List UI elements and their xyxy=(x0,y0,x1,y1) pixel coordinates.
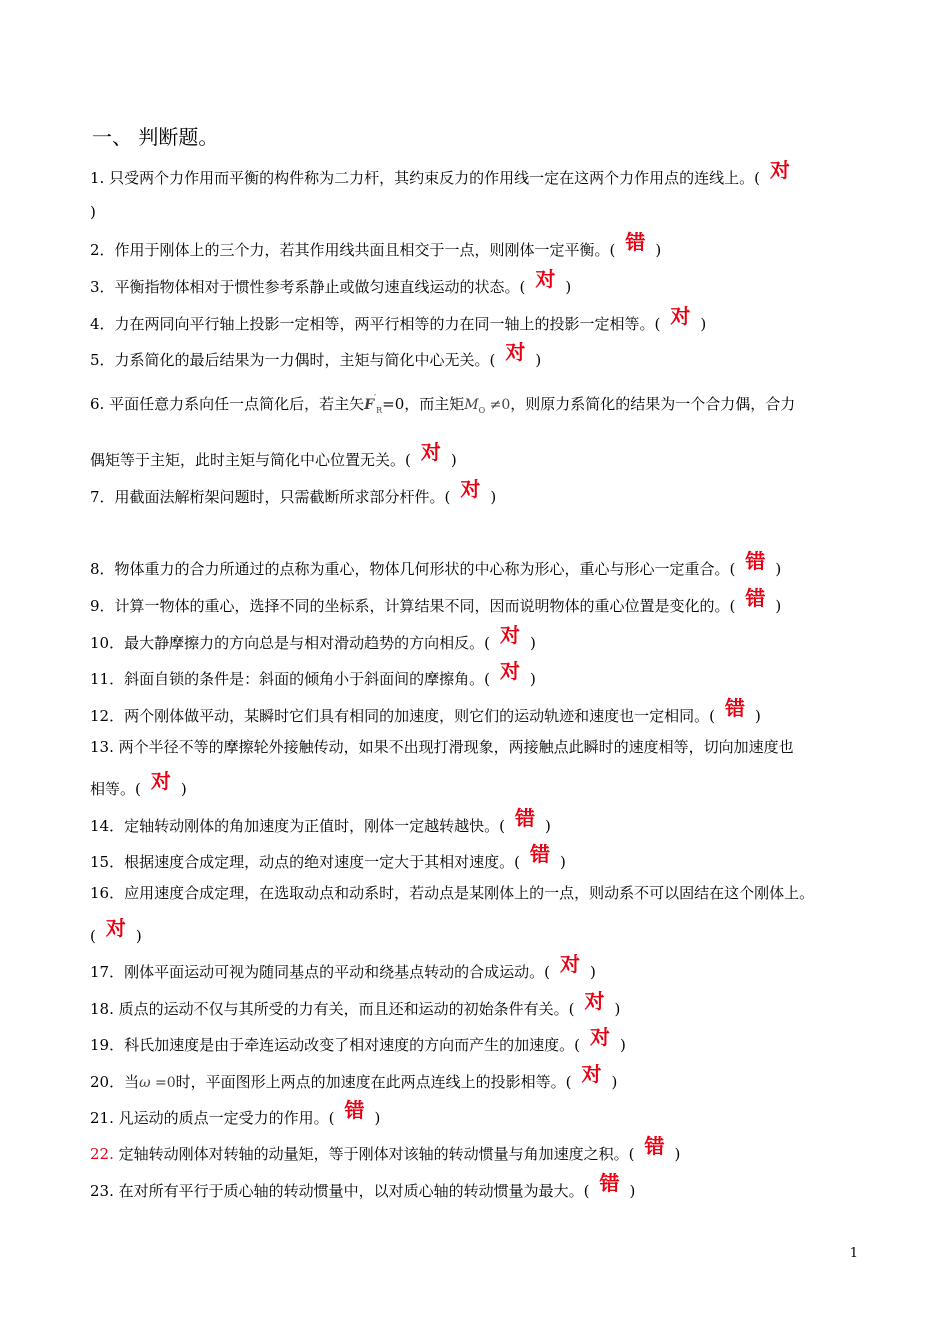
close-paren: ) xyxy=(490,488,497,506)
close-paren: ) xyxy=(559,853,566,871)
math-sub-O: O xyxy=(478,406,486,415)
close-paren: ) xyxy=(775,597,782,615)
question-text: =0，而主矩 xyxy=(382,395,465,413)
math-eq-zero: =0 xyxy=(154,1075,176,1091)
question-text: 1. 只受两个力作用而平衡的构件称为二力杆，其约束反力的作用线一定在这两个力作用点的连线上。( xyxy=(90,169,760,187)
answer-mark: 对 xyxy=(105,916,126,940)
question-15 xyxy=(90,842,566,874)
answer-mark: 错 xyxy=(745,586,766,610)
close-paren: ) xyxy=(700,315,707,333)
question-number: 22. xyxy=(90,1145,114,1163)
question-6 xyxy=(90,392,795,419)
question-23 xyxy=(90,1171,636,1203)
answer-mark: 错 xyxy=(625,230,646,254)
answer-mark: 对 xyxy=(499,659,520,683)
math-prime: ′ xyxy=(374,394,377,404)
open-paren: ( xyxy=(90,927,96,945)
close-paren: ) xyxy=(529,634,536,652)
question-11 xyxy=(90,659,536,691)
close-paren: ) xyxy=(535,351,542,369)
question-22 xyxy=(90,1134,681,1166)
question-text: 3．平衡指物体相对于惯性参考系静止或做匀速直线运动的状态。( xyxy=(90,278,526,296)
math-neq-zero: ≠0 xyxy=(489,397,511,413)
question-9 xyxy=(90,586,782,618)
answer-mark: 对 xyxy=(150,769,171,793)
question-text: 时，平面图形上两点的加速度在此两点连线上的投影相等。( xyxy=(175,1073,572,1091)
answer-mark: 对 xyxy=(499,623,520,647)
question-text: 20．当 xyxy=(90,1073,140,1091)
question-8 xyxy=(90,549,782,581)
close-paren: ) xyxy=(565,278,572,296)
answer-mark: 对 xyxy=(581,1062,602,1086)
answer-mark: 错 xyxy=(599,1171,620,1195)
answer-mark: 对 xyxy=(670,304,691,328)
answer-mark: 对 xyxy=(584,989,605,1013)
question-4 xyxy=(90,304,707,336)
question-text: 12．两个刚体做平动，某瞬时它们具有相同的加速度，则它们的运动轨迹和速度也一定相同。( xyxy=(90,707,715,725)
answer-mark: 错 xyxy=(514,806,535,830)
answer-mark: 对 xyxy=(535,267,556,291)
question-16: 16．应用速度合成定理，在选取动点和动系时，若动点是某刚体上的一点，则动系不可以固结在这个刚体上。 xyxy=(90,884,815,902)
question-18 xyxy=(90,989,621,1021)
answer-mark: 对 xyxy=(420,440,441,464)
question-text: 23. 在对所有平行于质心轴的转动惯量中，以对质心轴的转动惯量为最大。( xyxy=(90,1182,590,1200)
question-text: 偶矩等于主矩，此时主矩与简化中心位置无关。( xyxy=(90,451,411,469)
close-paren: ) xyxy=(544,817,551,835)
close-paren: ) xyxy=(674,1145,681,1163)
page-number: 1 xyxy=(849,1246,858,1261)
question-16-cont xyxy=(90,916,142,948)
close-paren: ) xyxy=(135,927,142,945)
question-text: 18. 质点的运动不仅与其所受的力有关，而且还和运动的初始条件有关。( xyxy=(90,1000,575,1018)
question-13: 13. 两个半径不等的摩擦轮外接触传动，如果不出现打滑现象，两接触点此瞬时的速度相等，切向加速度也 xyxy=(90,738,794,756)
answer-mark: 错 xyxy=(644,1134,665,1158)
question-text: ，则原力系简化的结果为一个合力偶，合力 xyxy=(510,395,796,413)
close-paren: ) xyxy=(775,560,782,578)
question-17 xyxy=(90,952,596,984)
question-6-cont xyxy=(90,440,457,472)
answer-mark: 对 xyxy=(505,340,526,364)
answer-mark: 对 xyxy=(769,158,790,182)
section-heading: 一、 判断题。 xyxy=(92,125,219,149)
question-text: 2．作用于刚体上的三个力，若其作用线共面且相交于一点，则刚体一定平衡。( xyxy=(90,241,616,259)
question-text: 14．定轴转动刚体的角加速度为正值时，刚体一定越转越快。( xyxy=(90,817,505,835)
question-text: 5．力系简化的最后结果为一力偶时，主矩与简化中心无关。( xyxy=(90,351,496,369)
close-paren: ) xyxy=(754,707,761,725)
math-sub-R: R xyxy=(376,406,383,415)
question-text: 相等。( xyxy=(90,780,141,798)
answer-mark: 错 xyxy=(745,549,766,573)
question-text: 19．科氏加速度是由于牵连运动改变了相对速度的方向而产生的加速度。( xyxy=(90,1036,580,1054)
close-paren: ) xyxy=(180,780,187,798)
question-text: 定轴转动刚体对转轴的动量矩，等于刚体对该轴的转动惯量与角加速度之积。( xyxy=(113,1145,635,1163)
close-paren: ) xyxy=(589,963,596,981)
close-paren: ) xyxy=(374,1109,381,1127)
question-text: 4．力在两同向平行轴上投影一定相等，两平行相等的力在同一轴上的投影一定相等。( xyxy=(90,315,661,333)
answer-mark: 对 xyxy=(460,477,481,501)
question-text: 7．用截面法解桁架问题时，只需截断所求部分杆件。( xyxy=(90,488,451,506)
math-M: M xyxy=(464,397,479,413)
answer-mark: 对 xyxy=(589,1025,610,1049)
question-text: 8．物体重力的合力所通过的点称为重心，物体几何形状的中心称为形心，重心与形心一定重合。( xyxy=(90,560,736,578)
question-text: 11．斜面自锁的条件是：斜面的倾角小于斜面间的摩擦角。( xyxy=(90,670,490,688)
answer-mark: 错 xyxy=(529,842,550,866)
math-F: F xyxy=(364,397,375,413)
question-text: 15．根据速度合成定理，动点的绝对速度一定大于其相对速度。( xyxy=(90,853,520,871)
force-symbol xyxy=(364,394,383,415)
question-10 xyxy=(90,623,536,655)
question-2 xyxy=(90,230,662,262)
answer-mark: 对 xyxy=(559,952,580,976)
question-20 xyxy=(90,1062,618,1095)
question-19 xyxy=(90,1025,626,1057)
question-14 xyxy=(90,806,551,838)
omega-symbol xyxy=(139,1075,176,1091)
math-omega: ω xyxy=(139,1075,151,1091)
close-paren: ) xyxy=(450,451,457,469)
question-3 xyxy=(90,267,572,299)
question-12 xyxy=(90,696,761,728)
answer-mark: 错 xyxy=(344,1098,365,1122)
question-text: 17．刚体平面运动可视为随同基点的平动和绕基点转动的合成运动。( xyxy=(90,963,550,981)
close-paren: ) xyxy=(619,1036,626,1054)
close-paren: ) xyxy=(529,670,536,688)
question-1-close: ) xyxy=(90,203,96,221)
question-text: 21. 凡运动的质点一定受力的作用。( xyxy=(90,1109,335,1127)
question-21 xyxy=(90,1098,381,1130)
question-1 xyxy=(90,158,800,190)
moment-symbol xyxy=(464,397,510,413)
question-13-cont xyxy=(90,769,187,801)
answer-mark: 错 xyxy=(724,696,745,720)
close-paren: ) xyxy=(611,1073,618,1091)
close-paren: ) xyxy=(614,1000,621,1018)
close-paren: ) xyxy=(655,241,662,259)
question-5 xyxy=(90,340,542,372)
question-text: 10．最大静摩擦力的方向总是与相对滑动趋势的方向相反。( xyxy=(90,634,490,652)
question-text: 9．计算一物体的重心，选择不同的坐标系，计算结果不同，因而说明物体的重心位置是变化的。( xyxy=(90,597,736,615)
close-paren: ) xyxy=(629,1182,636,1200)
question-7 xyxy=(90,477,497,509)
question-text: 6. 平面任意力系向任一点简化后，若主矢 xyxy=(90,395,365,413)
